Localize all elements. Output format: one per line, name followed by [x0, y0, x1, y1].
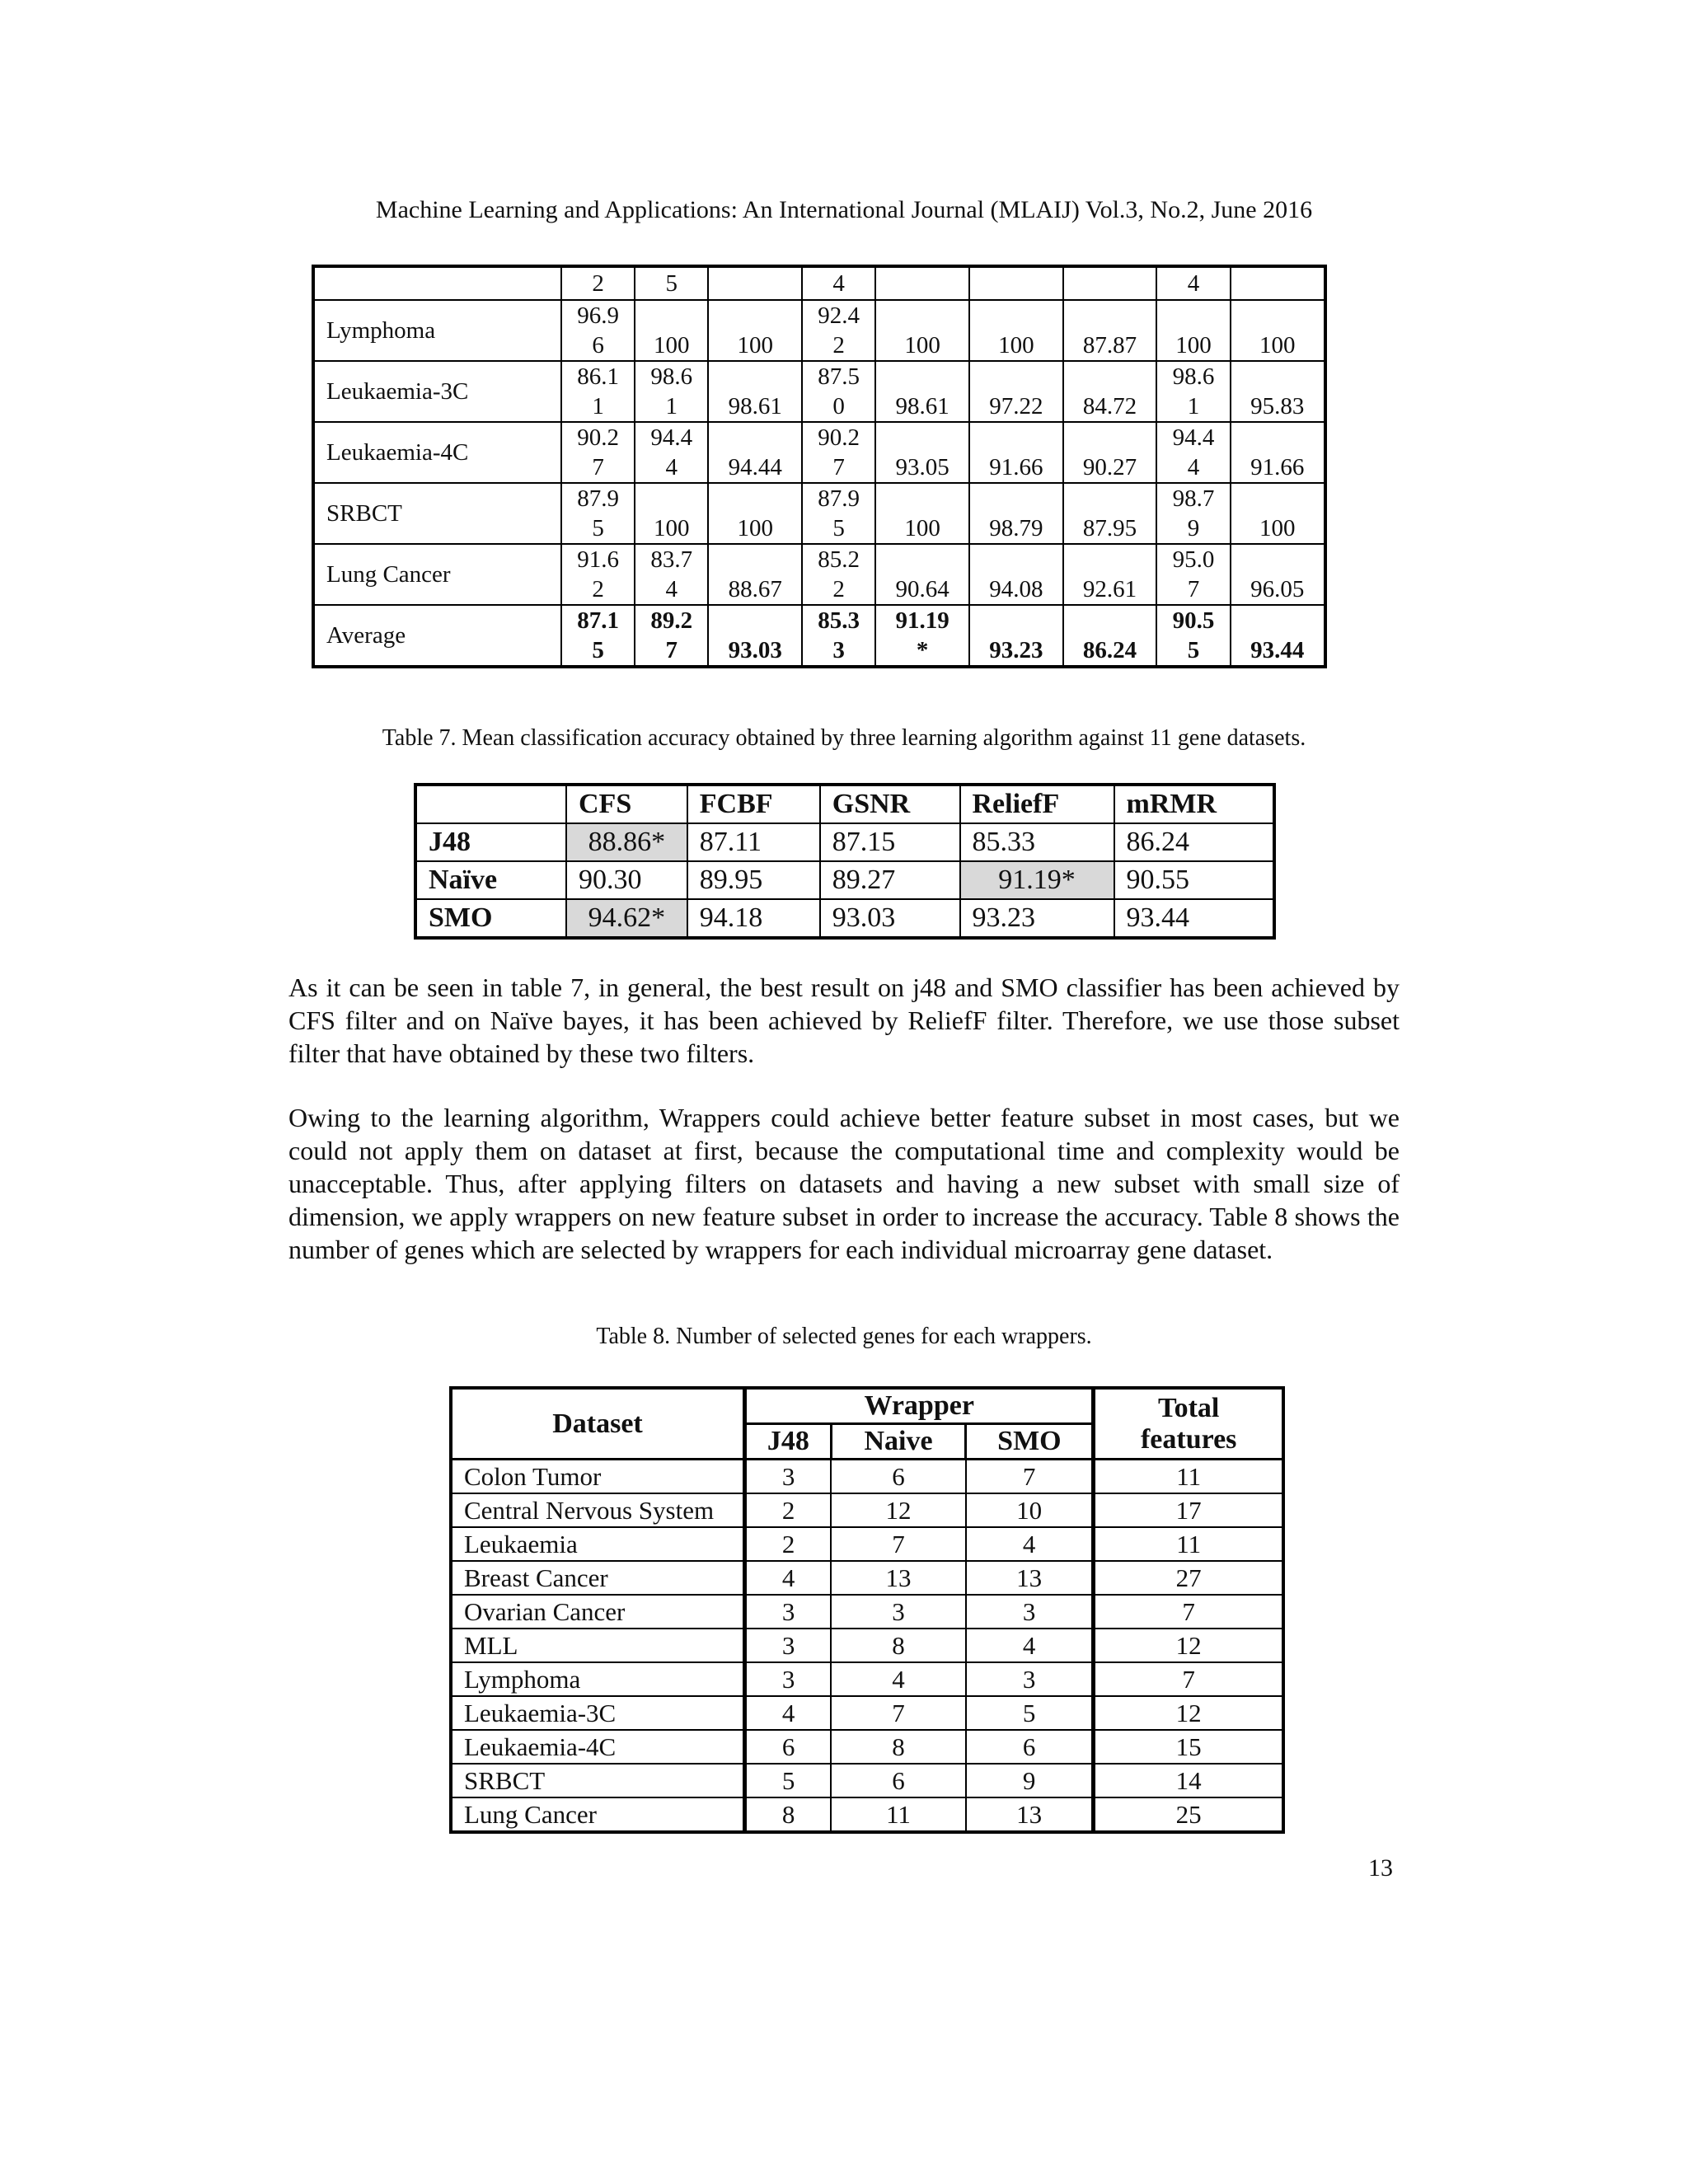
table-cell	[802, 300, 875, 361]
cell-line: 100	[904, 332, 940, 359]
cell-line	[709, 362, 801, 391]
cell-line	[1064, 545, 1156, 574]
table-cell	[969, 266, 1063, 300]
table-cell	[635, 361, 708, 422]
cell-line: 98.61	[895, 393, 950, 419]
table-row	[313, 483, 1325, 544]
table6-partial-row	[313, 266, 1325, 300]
table-cell	[802, 605, 875, 667]
cell-line: 94.08	[989, 576, 1043, 602]
cell-line: 85.3	[818, 607, 860, 634]
cell-line	[1157, 301, 1229, 330]
cell-line: 100	[654, 332, 690, 359]
cell-line	[970, 301, 1062, 330]
cell-line: 87.1	[577, 607, 619, 634]
table-cell: 87.15	[820, 823, 960, 861]
table-cell	[802, 361, 875, 422]
cell-line	[970, 362, 1062, 391]
cell-line	[876, 484, 968, 513]
table-cell	[708, 483, 802, 544]
cell-line: 98.7	[1172, 485, 1215, 512]
cell-line: 5	[592, 515, 604, 541]
dataset-cell: Lymphoma	[451, 1662, 745, 1696]
table-row	[313, 422, 1325, 483]
dataset-cell: SRBCT	[451, 1764, 745, 1797]
cell-line: 92.61	[1082, 576, 1137, 602]
naive-cell: 11	[831, 1797, 966, 1832]
total-cell: 11	[1094, 1460, 1283, 1494]
table-cell	[1156, 361, 1230, 422]
table-cell: 93.44	[1114, 899, 1274, 938]
cell-line	[1231, 484, 1324, 513]
cell-line	[1231, 301, 1324, 330]
table-cell	[1063, 422, 1157, 483]
dataset-cell: Ovarian Cancer	[451, 1595, 745, 1629]
table-cell	[1156, 300, 1230, 361]
cell-line: 100	[737, 515, 773, 541]
cell-line: 91.66	[1250, 454, 1305, 480]
cell-line	[709, 484, 801, 513]
table-cell	[1231, 361, 1325, 422]
total-cell: 17	[1094, 1493, 1283, 1527]
table-cell: 91.19*	[960, 861, 1114, 899]
cell-line: 95.83	[1250, 393, 1305, 419]
table-cell	[561, 422, 635, 483]
j48-cell: 2	[745, 1493, 832, 1527]
table-cell: 2	[561, 266, 635, 300]
row-header: Average	[313, 605, 561, 667]
table-cell	[708, 300, 802, 361]
table-cell	[635, 300, 708, 361]
table-row	[313, 605, 1325, 667]
table-row	[313, 361, 1325, 422]
total-cell: 7	[1094, 1595, 1283, 1629]
naive-cell: 8	[831, 1629, 966, 1662]
table-cell	[969, 361, 1063, 422]
cell-line: 98.79	[989, 515, 1043, 541]
table-cell	[635, 605, 708, 667]
table-cell	[1156, 422, 1230, 483]
table-cell	[1156, 605, 1230, 667]
table-cell	[875, 605, 969, 667]
table7-corner	[415, 785, 566, 823]
table-cell: 93.03	[820, 899, 960, 938]
cell-line: 4	[1187, 454, 1200, 480]
cell-line: 90.5	[1172, 607, 1215, 634]
table-cell	[561, 544, 635, 605]
cell-line: 1	[1187, 393, 1200, 419]
table-cell	[1063, 605, 1157, 667]
cell-line: 93.05	[895, 454, 950, 480]
table-row	[451, 1730, 1283, 1764]
cell-line	[709, 301, 801, 330]
cell-line: 97.22	[989, 393, 1043, 419]
cell-line: 100	[737, 332, 773, 359]
table-cell: 86.24	[1114, 823, 1274, 861]
table-cell	[1231, 266, 1325, 300]
table-cell	[708, 544, 802, 605]
cell-line: 7	[1187, 576, 1200, 602]
table-cell	[1063, 266, 1157, 300]
cell-line: 100	[904, 515, 940, 541]
cell-line: 100	[1259, 515, 1296, 541]
smo-cell: 10	[966, 1493, 1094, 1527]
table-cell	[1231, 544, 1325, 605]
naive-cell: 4	[831, 1662, 966, 1696]
table-cell	[635, 422, 708, 483]
cell-line: 100	[998, 332, 1034, 359]
cell-line: 91.66	[989, 454, 1043, 480]
table-row	[451, 1595, 1283, 1629]
table-cell	[561, 300, 635, 361]
table-row	[451, 1797, 1283, 1832]
table-cell	[875, 544, 969, 605]
col-naive: Naive	[831, 1424, 966, 1460]
row-header: J48	[415, 823, 566, 861]
table-cell	[1063, 300, 1157, 361]
total-cell: 15	[1094, 1730, 1283, 1764]
table-row	[451, 1527, 1283, 1561]
table-row	[451, 1764, 1283, 1797]
cell-line	[635, 301, 707, 330]
cell-line: 92.4	[818, 302, 860, 329]
cell-line: 94.4	[1172, 424, 1215, 451]
cell-line: 90.2	[818, 424, 860, 451]
cell-line	[876, 545, 968, 574]
table-cell	[1156, 544, 1230, 605]
cell-line	[1064, 484, 1156, 513]
cell-line	[970, 606, 1062, 635]
cell-line: 91.6	[577, 546, 619, 573]
naive-cell: 12	[831, 1493, 966, 1527]
cell-line: 2	[832, 332, 845, 359]
cell-line	[876, 301, 968, 330]
cell-line: 94.4	[650, 424, 693, 451]
cell-line: 86.24	[1082, 637, 1137, 663]
table-cell	[802, 544, 875, 605]
cell-line: 89.2	[650, 607, 693, 634]
total-cell: 14	[1094, 1764, 1283, 1797]
table-cell	[1231, 422, 1325, 483]
cell-line: 85.2	[818, 546, 860, 573]
cell-line: 3	[832, 637, 845, 663]
table-cell	[875, 266, 969, 300]
naive-cell: 6	[831, 1764, 966, 1797]
cell-line: 87.9	[577, 485, 619, 512]
table6-continuation	[312, 265, 1327, 668]
cell-line	[1231, 362, 1324, 391]
cell-line	[970, 484, 1062, 513]
naive-cell: 3	[831, 1595, 966, 1629]
cell-line: 93.23	[989, 637, 1043, 663]
paragraph: As it can be seen in table 7, in general, the best result on j48 and SMO classifier has been achieved by CFS filter and on Naïve bayes, it has been achieved by ReliefF filter. Therefore, we use those subset filter that have obtained by these two filters.	[288, 972, 1400, 1068]
row-header: SMO	[415, 899, 566, 938]
dataset-header: Dataset	[451, 1388, 745, 1460]
table-cell	[802, 483, 875, 544]
j48-cell: 3	[745, 1662, 832, 1696]
table8-header-row	[451, 1388, 1283, 1424]
cell-line: 87.95	[1082, 515, 1137, 541]
cell-line: 6	[592, 332, 604, 359]
table-cell: 89.27	[820, 861, 960, 899]
total-cell: 27	[1094, 1561, 1283, 1595]
table-cell	[969, 483, 1063, 544]
naive-cell: 8	[831, 1730, 966, 1764]
dataset-cell: Central Nervous System	[451, 1493, 745, 1527]
row-header: Naïve	[415, 861, 566, 899]
smo-cell: 3	[966, 1595, 1094, 1629]
table-cell	[635, 544, 708, 605]
table7-col-gsnr: GSNR	[820, 785, 960, 823]
table-cell: 89.95	[687, 861, 820, 899]
naive-cell: 7	[831, 1527, 966, 1561]
cell-line: 98.6	[650, 363, 693, 390]
table7-col-fcbf: FCBF	[687, 785, 820, 823]
table-cell	[708, 361, 802, 422]
cell-line: 93.44	[1250, 637, 1305, 663]
table-cell: 85.33	[960, 823, 1114, 861]
table-cell	[1156, 483, 1230, 544]
cell-line	[876, 423, 968, 452]
table8-caption: Table 8. Number of selected genes for each wrappers.	[596, 1324, 1092, 1349]
cell-line	[1231, 545, 1324, 574]
cell-line	[709, 545, 801, 574]
total-cell: 7	[1094, 1662, 1283, 1696]
cell-line: 98.6	[1172, 363, 1215, 390]
table-cell	[561, 361, 635, 422]
cell-line: 2	[592, 576, 604, 602]
table7-col-cfs: CFS	[566, 785, 687, 823]
cell-line: 7	[665, 637, 678, 663]
cell-line	[1064, 423, 1156, 452]
smo-cell: 4	[966, 1629, 1094, 1662]
cell-line: 100	[654, 515, 690, 541]
cell-line	[1064, 606, 1156, 635]
cell-line	[1231, 606, 1324, 635]
naive-cell: 6	[831, 1460, 966, 1494]
cell-line	[970, 545, 1062, 574]
cell-line: 2	[832, 576, 845, 602]
col-smo: SMO	[966, 1424, 1094, 1460]
smo-cell: 6	[966, 1730, 1094, 1764]
table-cell	[708, 605, 802, 667]
table-row	[451, 1460, 1283, 1494]
total-header-line2: features	[1140, 1423, 1237, 1455]
table-cell	[561, 605, 635, 667]
table-cell	[969, 605, 1063, 667]
table-cell	[969, 300, 1063, 361]
j48-cell: 6	[745, 1730, 832, 1764]
cell-line: 95.0	[1172, 546, 1215, 573]
table-cell	[1063, 483, 1157, 544]
cell-line: 1	[592, 393, 604, 419]
table-cell: 5	[635, 266, 708, 300]
cell-line	[1064, 301, 1156, 330]
cell-line: 84.72	[1082, 393, 1137, 419]
cell-line: 4	[665, 576, 678, 602]
smo-cell: 13	[966, 1797, 1094, 1832]
j48-cell: 2	[745, 1527, 832, 1561]
cell-line: 5	[832, 515, 845, 541]
smo-cell: 3	[966, 1662, 1094, 1696]
table-cell	[313, 266, 561, 300]
table-cell	[969, 422, 1063, 483]
total-features-header	[1094, 1388, 1283, 1460]
table-row	[313, 300, 1325, 361]
cell-line: 5	[1187, 637, 1200, 663]
smo-cell: 13	[966, 1561, 1094, 1595]
table7-row-naive	[415, 861, 1274, 899]
table-cell	[1231, 300, 1325, 361]
table7-row-j48	[415, 823, 1274, 861]
table-cell: 88.86*	[566, 823, 687, 861]
j48-cell: 3	[745, 1460, 832, 1494]
j48-cell: 3	[745, 1629, 832, 1662]
table-cell	[1231, 605, 1325, 667]
running-header: Machine Learning and Applications: An International Journal (MLAIJ) Vol.3, No.2, June 2016	[375, 196, 1313, 223]
cell-line: 7	[592, 454, 604, 480]
dataset-cell: Leukaemia-4C	[451, 1730, 745, 1764]
j48-cell: 4	[745, 1696, 832, 1730]
total-cell: 12	[1094, 1696, 1283, 1730]
cell-line: 87.9	[818, 485, 860, 512]
cell-line: *	[916, 637, 929, 663]
table-cell	[1063, 544, 1157, 605]
page-number: 13	[1368, 1854, 1393, 1882]
smo-cell: 7	[966, 1460, 1094, 1494]
dataset-cell: Breast Cancer	[451, 1561, 745, 1595]
table-cell: 94.62*	[566, 899, 687, 938]
table-cell	[635, 483, 708, 544]
total-cell: 25	[1094, 1797, 1283, 1832]
table-cell: 4	[802, 266, 875, 300]
dataset-cell: MLL	[451, 1629, 745, 1662]
row-header: Leukaemia-3C	[313, 361, 561, 422]
cell-line: 100	[1259, 332, 1296, 359]
table-cell	[969, 544, 1063, 605]
table-cell: 90.30	[566, 861, 687, 899]
table-row	[313, 544, 1325, 605]
cell-line: 87.5	[818, 363, 860, 390]
table-cell	[708, 266, 802, 300]
smo-cell: 4	[966, 1527, 1094, 1561]
total-header-line1: Total	[1158, 1392, 1220, 1423]
cell-line: 93.03	[728, 637, 782, 663]
cell-line: 1	[665, 393, 678, 419]
dataset-cell: Lung Cancer	[451, 1797, 745, 1832]
table-row	[451, 1662, 1283, 1696]
cell-line: 83.7	[650, 546, 693, 573]
table7	[414, 783, 1276, 940]
table7-col-relieff: ReliefF	[960, 785, 1114, 823]
smo-cell: 9	[966, 1764, 1094, 1797]
paragraph: Owing to the learning algorithm, Wrappers could achieve better feature subset in most cases, but we could not apply them on dataset at first, because the computational time and complexity would be unacceptable. Thus, after applying filters on datasets and having a new subset with small size of dimension, we apply wrappers on new feature subset in order to increase the accuracy. Table 8 shows the number of genes which are selected by wrappers for each individual microarray gene dataset.	[288, 1103, 1400, 1264]
j48-cell: 8	[745, 1797, 832, 1832]
table-cell	[708, 422, 802, 483]
table-row	[451, 1696, 1283, 1730]
total-cell: 11	[1094, 1527, 1283, 1561]
table-cell	[875, 422, 969, 483]
table-cell	[1231, 483, 1325, 544]
cell-line: 87.87	[1082, 332, 1137, 359]
dataset-cell: Leukaemia	[451, 1527, 745, 1561]
table-cell	[875, 361, 969, 422]
total-cell: 12	[1094, 1629, 1283, 1662]
dataset-cell: Leukaemia-3C	[451, 1696, 745, 1730]
cell-line: 7	[832, 454, 845, 480]
cell-line: 94.44	[728, 454, 782, 480]
cell-line: 4	[665, 454, 678, 480]
table-row	[451, 1629, 1283, 1662]
cell-line: 100	[1175, 332, 1212, 359]
j48-cell: 4	[745, 1561, 832, 1595]
cell-line: 90.27	[1082, 454, 1137, 480]
cell-line	[709, 423, 801, 452]
cell-line	[970, 423, 1062, 452]
row-header: Lymphoma	[313, 300, 561, 361]
table-cell: 90.55	[1114, 861, 1274, 899]
table-cell	[875, 483, 969, 544]
row-header: Lung Cancer	[313, 544, 561, 605]
table-cell	[875, 300, 969, 361]
cell-line	[1231, 423, 1324, 452]
smo-cell: 5	[966, 1696, 1094, 1730]
cell-line: 90.2	[577, 424, 619, 451]
cell-line	[709, 606, 801, 635]
cell-line	[876, 362, 968, 391]
table-row	[451, 1493, 1283, 1527]
table-cell: 93.23	[960, 899, 1114, 938]
cell-line: 9	[1187, 515, 1200, 541]
cell-line	[635, 484, 707, 513]
j48-cell: 3	[745, 1595, 832, 1629]
table-cell	[561, 483, 635, 544]
table7-caption: Table 7. Mean classification accuracy obtained by three learning algorithm against 11 gene datasets.	[382, 725, 1306, 751]
cell-line: 0	[832, 393, 845, 419]
cell-line: 86.1	[577, 363, 619, 390]
cell-line: 88.67	[728, 576, 782, 602]
cell-line: 96.05	[1250, 576, 1305, 602]
cell-line: 5	[592, 637, 604, 663]
row-header: SRBCT	[313, 483, 561, 544]
cell-line: 96.9	[577, 302, 619, 329]
cell-line	[1064, 362, 1156, 391]
table-cell: 87.11	[687, 823, 820, 861]
table-cell: 94.18	[687, 899, 820, 938]
table7-header-row	[415, 785, 1274, 823]
table-cell	[802, 422, 875, 483]
cell-line: 90.64	[895, 576, 950, 602]
table-row	[451, 1561, 1283, 1595]
row-header: Leukaemia-4C	[313, 422, 561, 483]
cell-line: 98.61	[728, 393, 782, 419]
naive-cell: 7	[831, 1696, 966, 1730]
cell-line: 91.19	[895, 607, 950, 634]
naive-cell: 13	[831, 1561, 966, 1595]
table7-col-mrmr: mRMR	[1114, 785, 1274, 823]
table-cell	[1063, 361, 1157, 422]
j48-cell: 5	[745, 1764, 832, 1797]
table-cell: 4	[1156, 266, 1230, 300]
dataset-cell: Colon Tumor	[451, 1460, 745, 1494]
table7-row-smo	[415, 899, 1274, 938]
wrapper-header: Wrapper	[745, 1388, 1094, 1424]
col-j48: J48	[745, 1424, 832, 1460]
table8	[449, 1386, 1285, 1834]
